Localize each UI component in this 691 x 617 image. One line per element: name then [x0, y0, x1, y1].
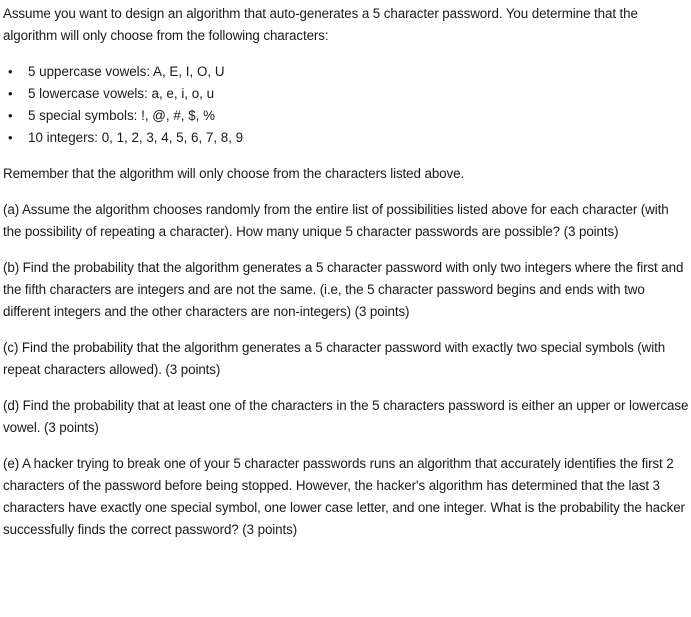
- character-list: [3, 61, 689, 149]
- bullet-icon: •: [8, 86, 13, 101]
- question-b: (b) Find the probability that the algorithm generates a 5 character password with only two integers where the first and the fifth characters are integers and are not the same. (i.e, the 5 character password begins and ends with two different integers and the other characters are non-integers) (3 points): [3, 260, 684, 319]
- list-item-text: 5 lowercase vowels: a, e, i, o, u: [28, 86, 215, 101]
- list-item-text: 10 integers: 0, 1, 2, 3, 4, 5, 6, 7, 8, 9: [28, 130, 244, 145]
- list-item-text: 5 uppercase vowels: A, E, I, O, U: [28, 64, 225, 79]
- list-item: [6, 83, 689, 105]
- bullet-icon: •: [8, 64, 13, 79]
- question-a: (a) Assume the algorithm chooses randomly from the entire list of possibilities listed above for each character (with the possibility of repeating a character). How many unique 5 character passwords are possible? (3 points): [3, 202, 669, 239]
- question-d: (d) Find the probability that at least one of the characters in the 5 characters password is either an upper or lowercase vowel. (3 points): [3, 398, 689, 435]
- bullet-icon: •: [8, 108, 13, 123]
- bullet-icon: •: [8, 130, 13, 145]
- question-c: (c) Find the probability that the algorithm generates a 5 character password with exactly two special symbols (with repeat characters allowed). (3 points): [3, 340, 666, 377]
- problem-document: [3, 0, 689, 541]
- list-item: [6, 61, 689, 83]
- question-e: (e) A hacker trying to break one of your 5 character passwords runs an algorithm that accurately identifies the first 2 characters of the password before being stopped. However, the hacker's algorithm has determined that the last 3 characters have exactly one special symbol, one lower case letter, and one integer. What is the probability the hacker successfully finds the correct password? (3 points): [3, 456, 685, 537]
- list-item: [6, 127, 689, 149]
- list-item-text: 5 special symbols: !, @, #, $, %: [28, 108, 215, 123]
- intro-paragraph: Assume you want to design an algorithm that auto-generates a 5 character password. You determine that the algorithm will only choose from the following characters:: [3, 6, 638, 43]
- list-item: [6, 105, 689, 127]
- reminder-paragraph: Remember that the algorithm will only choose from the characters listed above.: [3, 166, 465, 181]
